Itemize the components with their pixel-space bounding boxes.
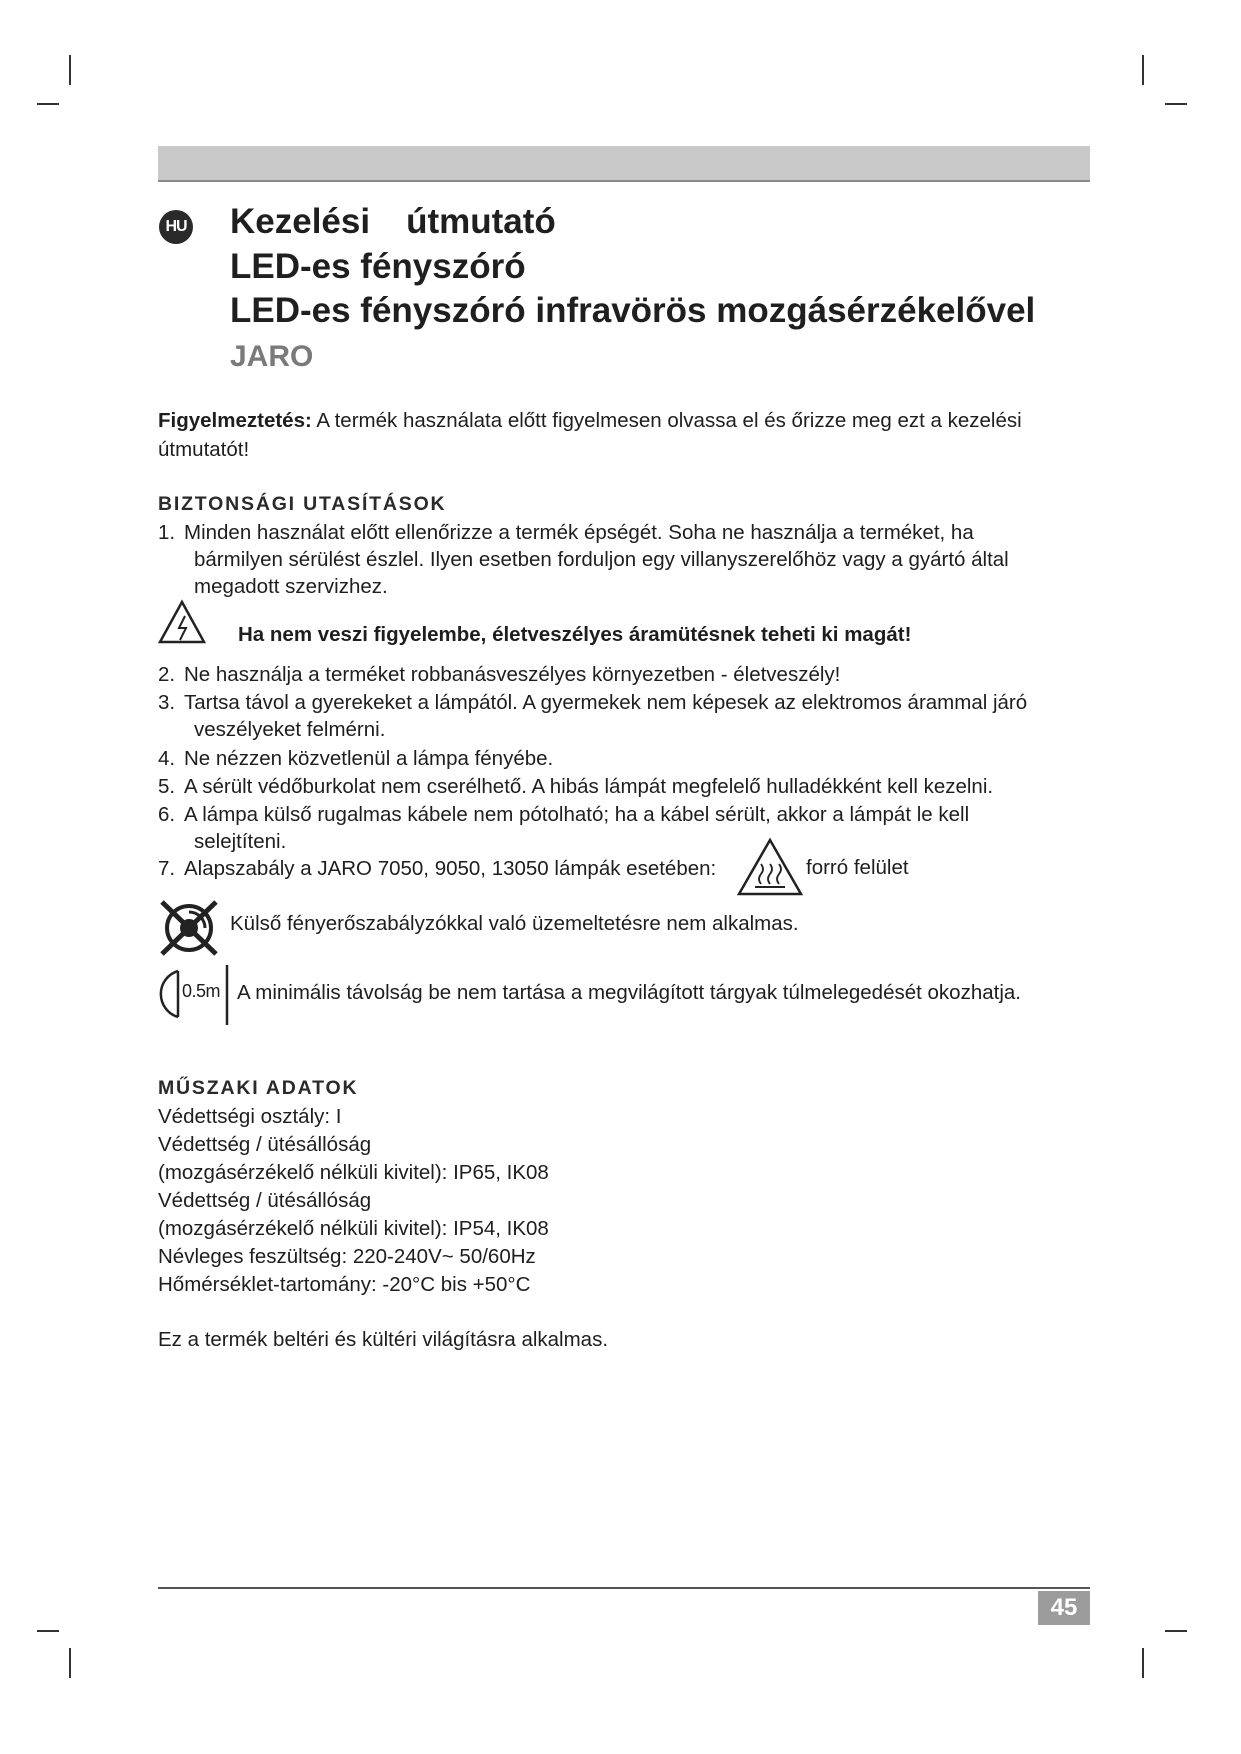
safety-heading: BIZTONSÁGI UTASÍTÁSOK <box>158 493 447 515</box>
page-title: Kezelési útmutató <box>230 202 556 241</box>
footer-divider <box>158 1587 1090 1589</box>
list-item: 6. A lámpa külső rugalmas kábele nem pótolható; ha a kábel sérült, akkor a lámpát le kell selejtíteni. <box>158 803 970 853</box>
crop-mark <box>37 1630 59 1632</box>
list-item: 4. Ne nézzen közvetlenül a lámpa fényébe. <box>158 747 554 770</box>
list-item: 3. Tartsa távol a gyerekeket a lámpától. A gyermekek nem képesek az elektromos árammal járó veszélyeket felmérni. <box>158 691 1028 741</box>
list-item: 5. A sérült védőburkolat nem cserélhető. A hibás lámpát megfelelő hulladékként kell kezelni. <box>158 775 994 798</box>
product-title-sensor: LED-es fényszóró infravörös mozgásérzékelővel <box>230 291 1036 330</box>
language-badge: HU <box>159 210 193 244</box>
product-title: LED-es fényszóró <box>230 247 526 286</box>
dimmer-note: Külső fényerőszabályzókkal való üzemeltetésre nem alkalmas. <box>230 912 799 935</box>
crop-mark <box>1142 1648 1144 1678</box>
distance-note: A minimális távolság be nem tartása a megvilágított tárgyak túlmelegedését okozhatja. <box>237 981 1021 1004</box>
list-item: 7. Alapszabály a JARO 7050, 9050, 13050 lámpák esetében: <box>158 857 717 880</box>
header-bar <box>158 146 1090 182</box>
hot-surface-icon <box>737 838 803 896</box>
specs-heading: MŰSZAKI ADATOK <box>158 1077 359 1099</box>
crop-mark <box>37 103 59 105</box>
spec-line: Hőmérséklet-tartomány: -20°C bis +50°C <box>158 1273 531 1296</box>
crop-mark <box>69 1648 71 1678</box>
list-item: 1. Minden használat előtt ellenőrizze a termék épségét. Soha ne használja a terméket, ha bármilyen sérülést észlel. Ilyen esetben forduljon egy villanyszerelőhöz vagy a gyártó által megadott szervizhez. <box>158 521 1009 598</box>
spec-line: (mozgásérzékelő nélküli kivitel): IP54, IK08 <box>158 1217 549 1240</box>
electric-shock-warning-icon <box>158 600 206 644</box>
spec-line: (mozgásérzékelő nélküli kivitel): IP65, IK08 <box>158 1161 549 1184</box>
list-item: 2. Ne használja a terméket robbanásveszélyes környezetben - életveszély! <box>158 663 841 686</box>
usage-note: Ez a termék beltéri és kültéri világításra alkalmas. <box>158 1328 609 1351</box>
shock-warning-text: Ha nem veszi figyelembe, életveszélyes áramütésnek teheti ki magát! <box>238 623 912 646</box>
hot-surface-label: forró felület <box>806 856 909 879</box>
page-number: 45 <box>1038 1591 1090 1625</box>
crop-mark <box>1165 103 1187 105</box>
crop-mark <box>69 55 71 85</box>
model-name: JARO <box>230 340 314 373</box>
spec-line: Védettség / ütésállóság <box>158 1189 372 1212</box>
no-dimmer-icon <box>158 898 220 958</box>
distance-symbol: 0.5m <box>182 981 221 1001</box>
warning-paragraph: Figyelmeztetés: A termék használata előtt figyelmesen olvassa el és őrizze meg ezt a kezelési útmutatót! <box>158 409 1022 461</box>
crop-mark <box>1165 1630 1187 1632</box>
spec-line: Védettség / ütésállóság <box>158 1133 372 1156</box>
crop-mark <box>1142 55 1144 85</box>
spec-line: Névleges feszültség: 220-240V~ 50/60Hz <box>158 1245 536 1268</box>
spec-line: Védettségi osztály: I <box>158 1105 342 1128</box>
